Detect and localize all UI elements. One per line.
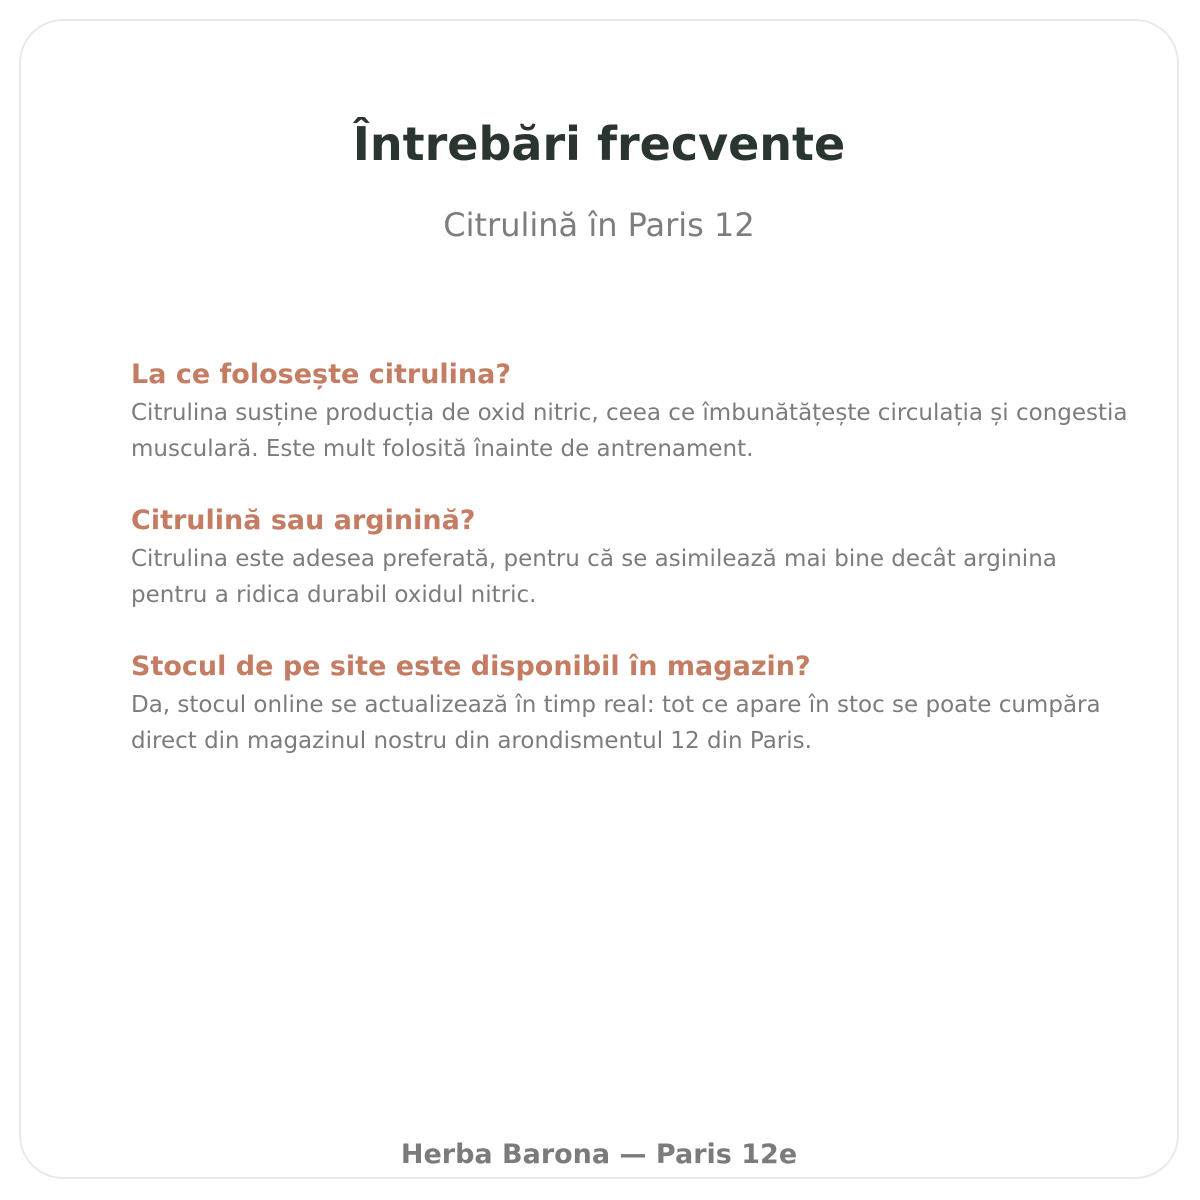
faq-item [131, 647, 1131, 759]
faq-list [131, 355, 1131, 793]
faq-card [19, 19, 1179, 1179]
faq-item [131, 501, 1131, 613]
faq-answer: Citrulina susține producția de oxid nitric, ceea ce îmbunătățește circulația și congestia musculară. Este mult folosită înainte de antrenament. [131, 400, 1128, 462]
faq-answer: Da, stocul online se actualizează în timp real: tot ce apare în stoc se poate cumpăra direct din magazinul nostru din arondismentul 12 din Paris. [131, 692, 1101, 754]
faq-item [131, 355, 1131, 467]
faq-question: Citrulină sau arginină? [131, 505, 476, 536]
faq-answer: Citrulina este adesea preferată, pentru că se asimilează mai bine decât arginina pentru a ridica durabil oxidul nitric. [131, 546, 1057, 608]
page-title: Întrebări frecvente [352, 117, 846, 171]
footer-brand: Herba Barona — Paris 12e [400, 1139, 798, 1170]
page-subtitle: Citrulină în Paris 12 [443, 206, 755, 244]
faq-question: Stocul de pe site este disponibil în magazin? [131, 651, 811, 682]
faq-question: La ce folosește citrulina? [131, 359, 512, 390]
